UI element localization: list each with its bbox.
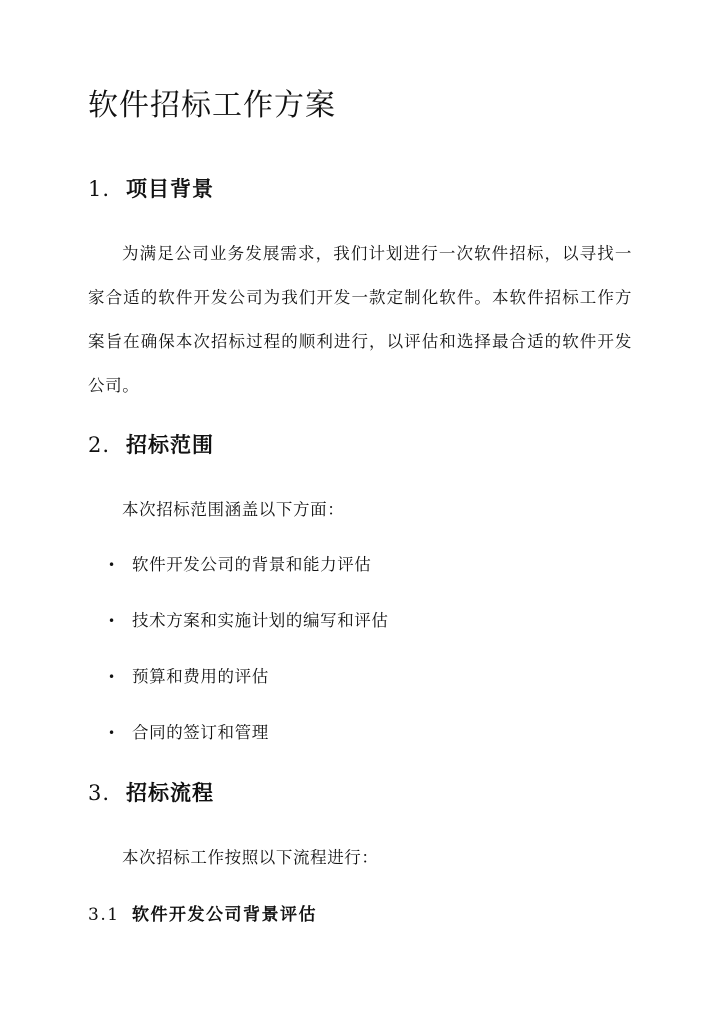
scope-list <box>88 551 389 775</box>
list-item <box>88 663 389 719</box>
section-1-heading <box>88 174 214 204</box>
section-3-number: 3. <box>88 781 111 805</box>
bullet-icon: • <box>108 614 116 628</box>
section-2-number: 2. <box>88 433 111 457</box>
list-item <box>88 551 389 607</box>
list-item-text: 软件开发公司的背景和能力评估 <box>132 555 372 574</box>
section-3-intro: 本次招标工作按照以下流程进行： <box>122 848 379 867</box>
list-item-text: 技术方案和实施计划的编写和评估 <box>132 611 389 630</box>
bullet-icon: • <box>108 670 116 684</box>
section-3-title: 招标流程 <box>126 780 214 805</box>
section-1-paragraph: 为满足公司业务发展需求，我们计划进行一次软件招标，以寻找一家合适的软件开发公司为我们开发一款定制化软件。本软件招标工作方案旨在确保本次招标过程的顺利进行，以评估和选择最合适的软件开发公司。 <box>88 244 632 395</box>
section-1-title: 项目背景 <box>126 176 214 201</box>
section-2-intro: 本次招标范围涵盖以下方面： <box>122 500 345 519</box>
list-item-text: 合同的签订和管理 <box>132 723 269 742</box>
bullet-icon: • <box>108 558 116 572</box>
bullet-icon: • <box>108 726 116 740</box>
section-3-1-heading <box>88 902 317 928</box>
list-item <box>88 719 389 775</box>
document-title: 软件招标工作方案 <box>88 88 336 123</box>
section-1-number: 1. <box>88 177 111 201</box>
section-3-heading <box>88 778 214 808</box>
section-2-title: 招标范围 <box>126 432 214 457</box>
section-3-1-number: 3.1 <box>88 905 120 925</box>
section-2-heading <box>88 430 214 460</box>
section-3-1-title: 软件开发公司背景评估 <box>132 905 317 925</box>
list-item <box>88 607 389 663</box>
list-item-text: 预算和费用的评估 <box>132 667 269 686</box>
